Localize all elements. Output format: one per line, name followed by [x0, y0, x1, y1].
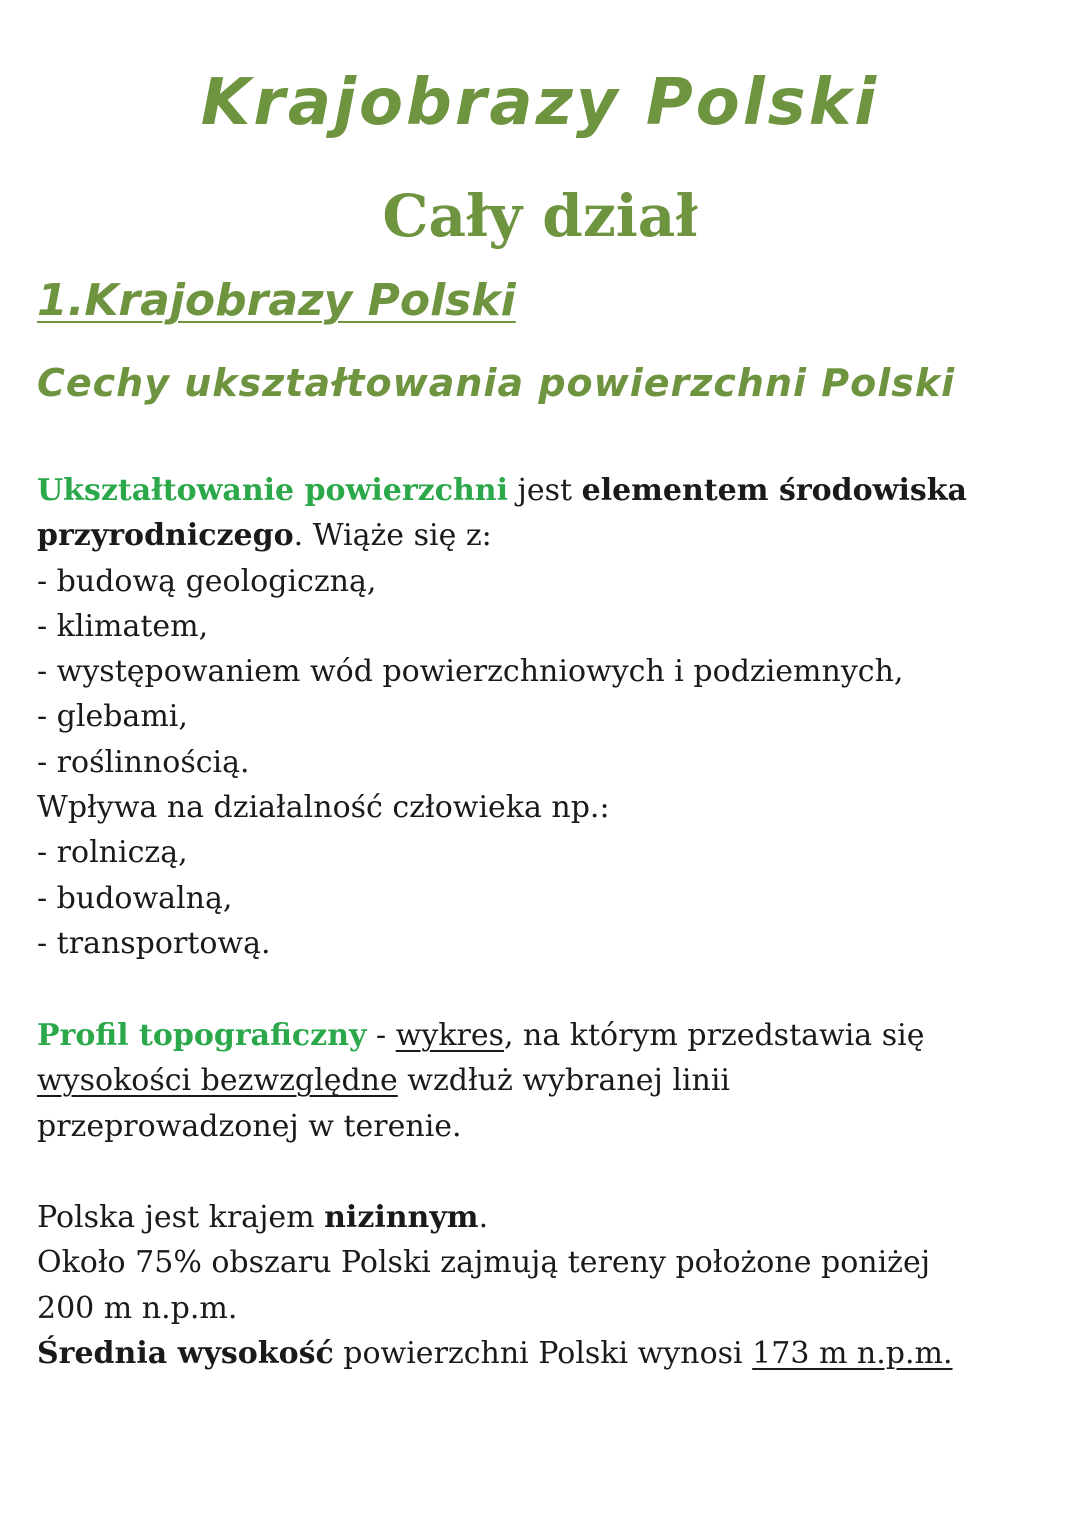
list-item: - budową geologiczną, — [37, 563, 377, 599]
section-heading: 1.Krajobrazy Polski — [37, 275, 516, 326]
paragraph-line — [37, 1013, 1047, 1058]
underlined-segment: wysokości bezwzględne — [37, 1063, 398, 1099]
text-segment: jest — [508, 473, 582, 508]
paragraph-line: 200 m n.p.m. — [37, 1290, 238, 1326]
list-item: - transportową. — [37, 925, 271, 961]
paragraph-line — [37, 513, 1047, 558]
list-item: - klimatem, — [37, 608, 209, 644]
text-segment: Polska jest krajem — [37, 1200, 325, 1235]
bold-segment: elementem środowiska — [581, 473, 967, 508]
text-segment: . — [478, 1200, 489, 1235]
paragraph-landforms — [37, 468, 1047, 966]
list-intro: Wpływa na działalność człowieka np.: — [37, 790, 610, 826]
list-item: - budowalną, — [37, 880, 233, 916]
text-segment: . Wiąże się z: — [293, 518, 492, 554]
bold-segment: nizinnym — [324, 1200, 479, 1235]
paragraph-line — [37, 1195, 1047, 1240]
text-segment: powierzchni Polski wynosi — [333, 1335, 753, 1371]
page-subtitle: Cały dział — [382, 182, 698, 250]
paragraph-line — [37, 1331, 1047, 1376]
underlined-segment: wykres — [395, 1018, 504, 1053]
text-segment: , na którym przedstawia się — [503, 1018, 925, 1053]
bold-segment: przyrodniczego — [37, 518, 294, 554]
sub-heading: Cechy ukształtowania powierzchni Polski — [37, 361, 956, 405]
page-title: Krajobrazy Polski — [200, 66, 880, 140]
list-item: - występowaniem wód powierzchniowych i podziemnych, — [37, 654, 904, 690]
text-segment: wzdłuż wybranej linii — [397, 1063, 731, 1099]
paragraph-lowland — [37, 1195, 1047, 1376]
paragraph-line: Około 75% obszaru Polski zajmują tereny położone poniżej — [37, 1245, 931, 1281]
text-segment: - — [366, 1018, 396, 1053]
paragraph-line: przeprowadzonej w terenie. — [37, 1108, 462, 1144]
paragraph-topographic-profile — [37, 1013, 1047, 1149]
paragraph-line — [37, 1058, 1047, 1103]
list-item: - roślinnością. — [37, 744, 250, 780]
list-item: - glebami, — [37, 699, 188, 735]
paragraph-line — [37, 468, 1047, 513]
bold-segment: Średnia wysokość — [37, 1335, 334, 1371]
list-item: - rolniczą, — [37, 835, 188, 871]
term-topographic-profile: Profil topograficzny — [37, 1018, 367, 1053]
underlined-segment: 173 m n.p.m. — [752, 1335, 953, 1371]
term-landforms: Ukształtowanie powierzchni — [37, 473, 509, 508]
